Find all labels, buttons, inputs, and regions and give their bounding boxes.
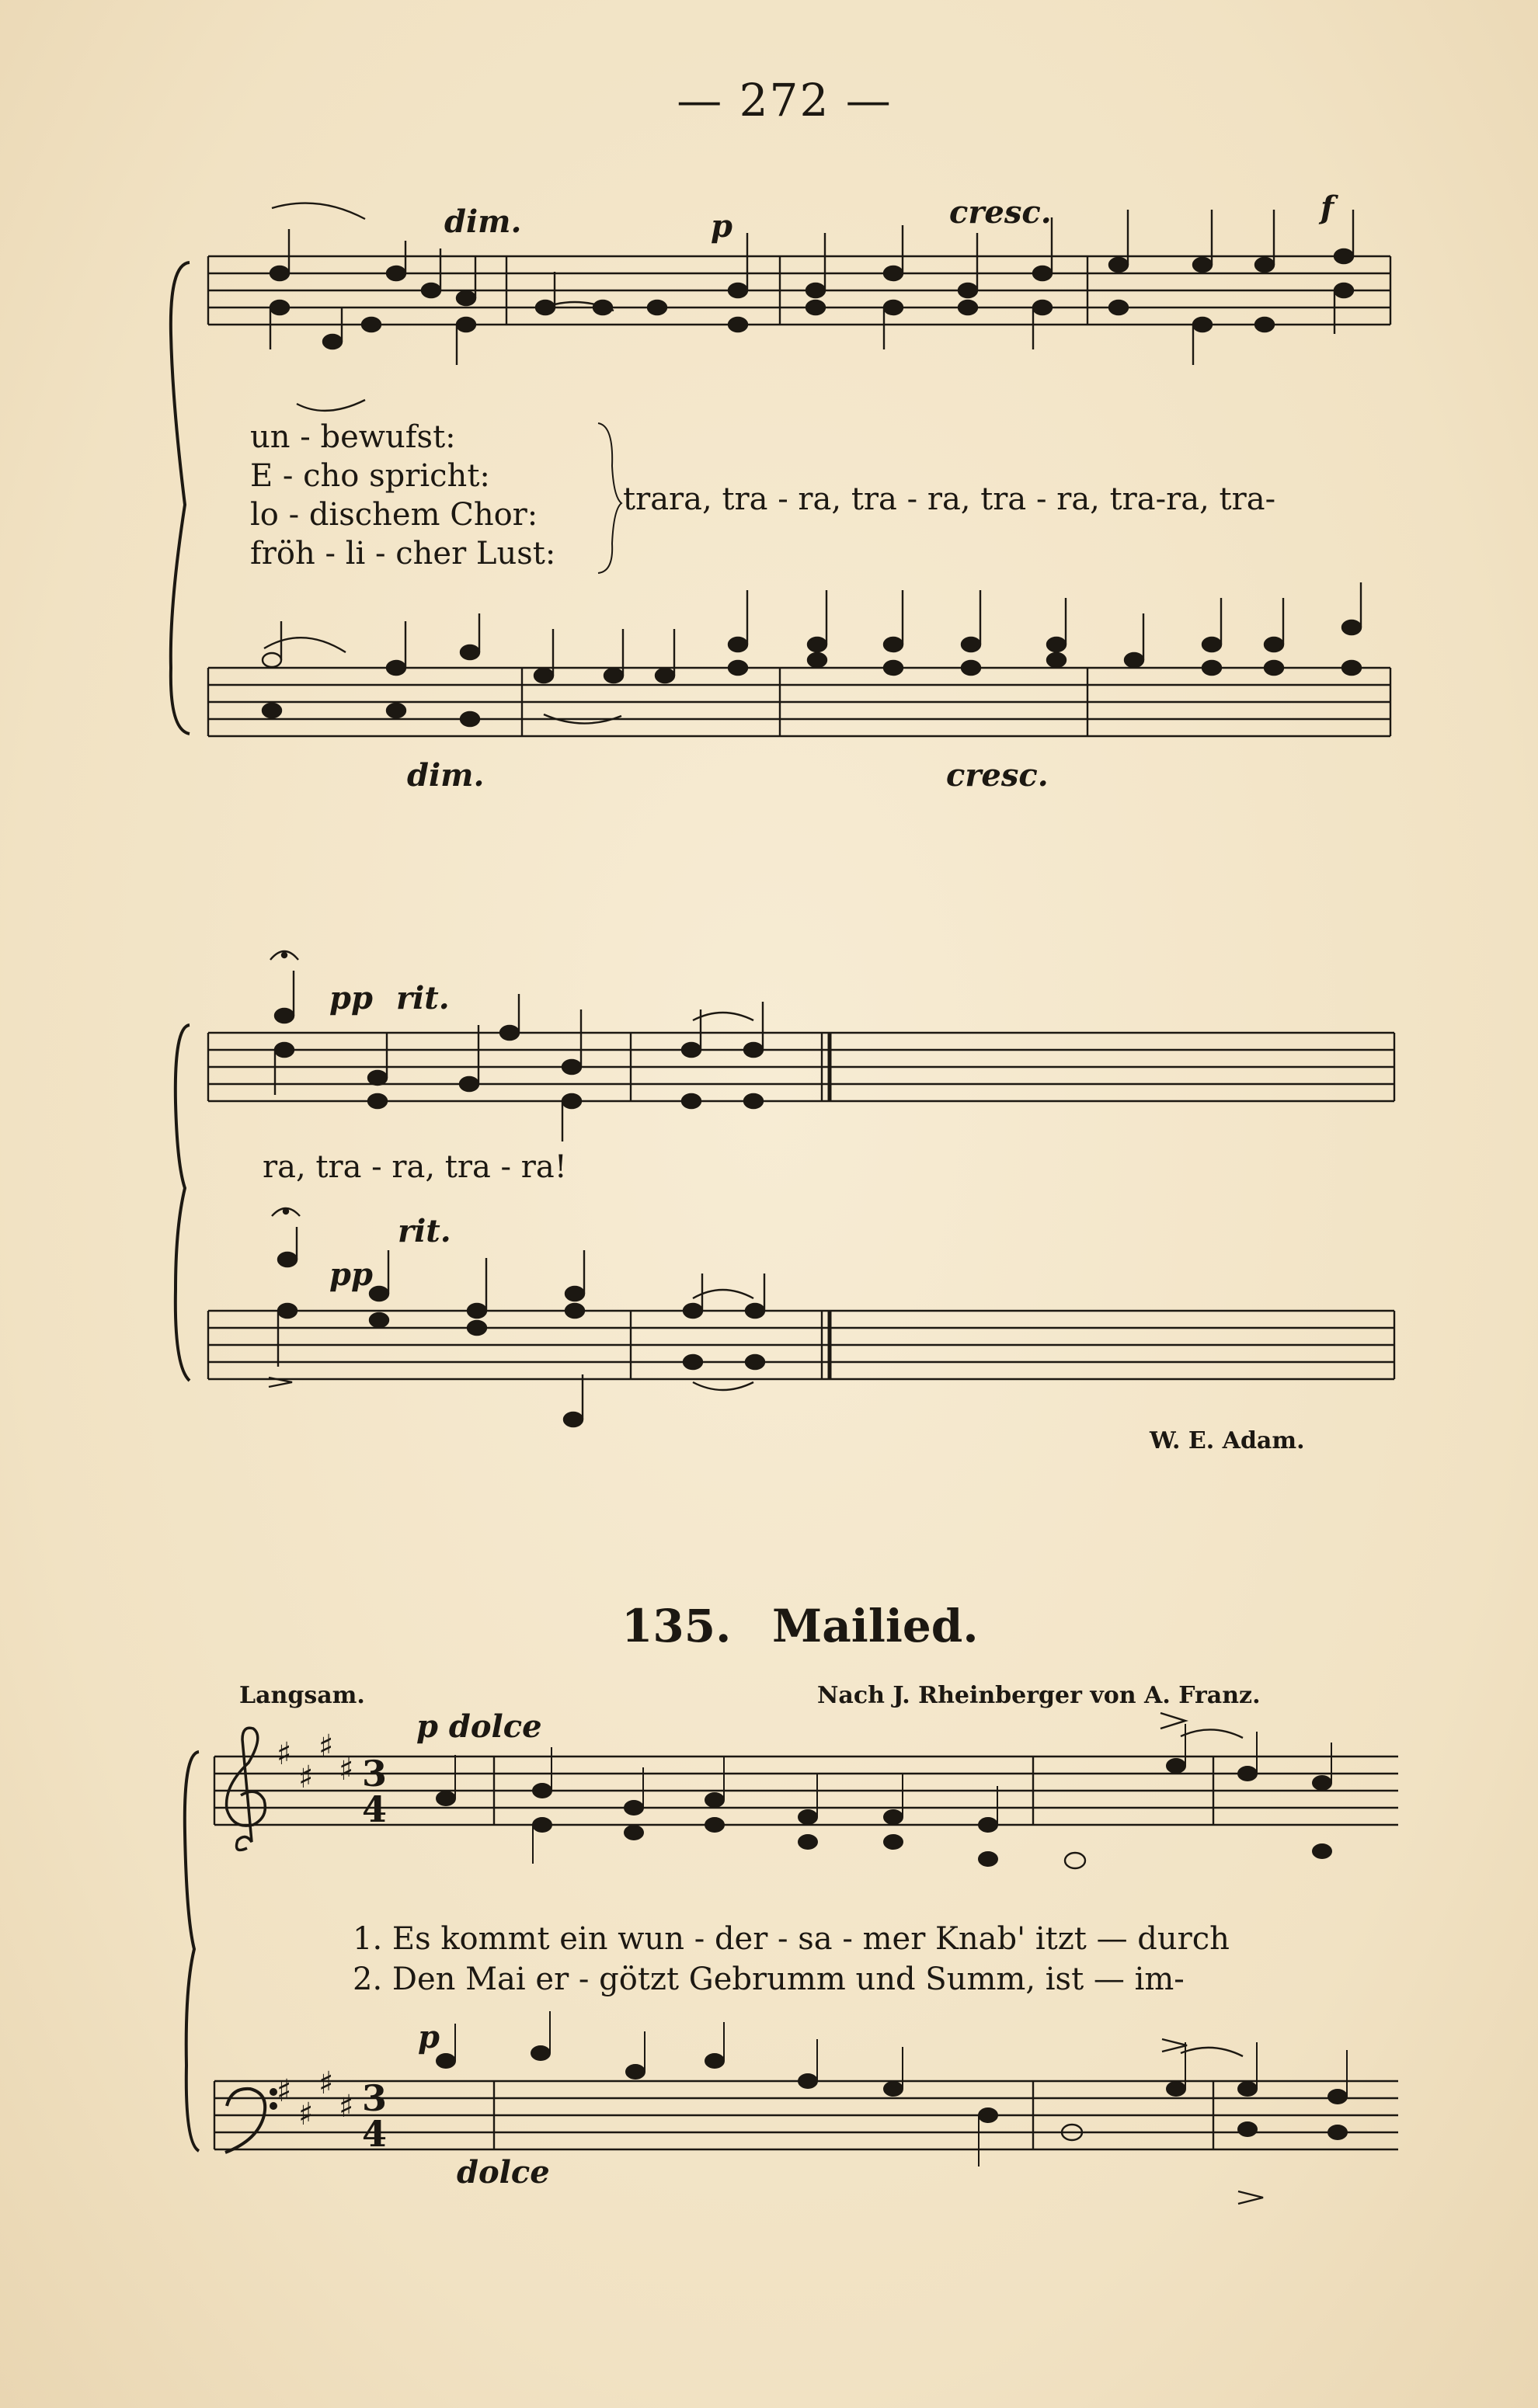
svg-text:3: 3 (362, 1753, 388, 1795)
dynamic-pp-bottom: pp (329, 1256, 373, 1293)
lyric-line-4: fröh - li - cher Lust: (250, 536, 556, 572)
svg-text:♯: ♯ (277, 2073, 292, 2109)
svg-text:♯: ♯ (298, 1760, 314, 1795)
lyric-line-3: lo - dischem Chor: (250, 497, 538, 533)
arrangement-credit: Nach J. Rheinberger von A. Franz. (817, 1682, 1261, 1709)
song-lower-staff (214, 2081, 1398, 2149)
lyric-ending: ra, tra - ra, tra - ra! (263, 1149, 567, 1185)
dynamic-dim-bottom: dim. (407, 757, 485, 794)
dynamic-cresc-top: cresc. (949, 194, 1052, 231)
song-title: Mailied. (772, 1600, 979, 1652)
system1-brace (171, 262, 190, 734)
verse-1-lyrics: 1. Es kommt ein wun - der - sa - mer Knab' itzt — durch (353, 1921, 1230, 1957)
dynamic-rit-bottom: rit. (398, 1213, 451, 1249)
dynamic-rit-top: rit. (396, 980, 450, 1016)
tempo-marking: Langsam. (239, 1682, 365, 1709)
dynamic-f-top: f (1321, 189, 1334, 226)
svg-text:♯: ♯ (339, 1752, 354, 1788)
dynamic-dim-top: dim. (444, 203, 522, 240)
verse-2-lyrics: 2. Den Mai er - götzt Gebrumm und Summ, ist — im- (353, 1961, 1185, 1997)
lyric-trara: trara, tra - ra, tra - ra, tra - ra, tra-ra, tra- (623, 481, 1276, 517)
svg-text:♯: ♯ (298, 2097, 314, 2132)
system1-upper-staff (208, 256, 1390, 325)
svg-text:♯: ♯ (318, 1729, 334, 1764)
treble-clef-icon (227, 1728, 266, 1850)
svg-text:♯: ♯ (277, 1736, 292, 1772)
dynamic-cresc-bottom: cresc. (946, 757, 1049, 794)
lyric-line-1: un - bewufst: (250, 419, 456, 455)
lyric-line-2: E - cho spricht: (250, 458, 490, 494)
dynamic-p-top: p (711, 208, 732, 245)
system1-lower-staff (208, 668, 1390, 736)
svg-text:4: 4 (362, 1788, 388, 1830)
page-number: — 272 — (677, 74, 893, 127)
svg-text:4: 4 (362, 2113, 388, 2155)
dynamic-dolce-bottom: dolce (457, 2154, 550, 2191)
dynamic-p-dolce-top: p dolce (416, 1708, 542, 1745)
svg-text:3: 3 (362, 2077, 388, 2119)
svg-text:♯: ♯ (339, 2089, 354, 2125)
dynamic-pp-top: pp (329, 980, 373, 1016)
dynamic-p-bottom: p (418, 2019, 440, 2055)
song-number: 135. (621, 1600, 732, 1652)
svg-text:♯: ♯ (318, 2066, 334, 2101)
composer-credit: W. E. Adam. (1150, 1427, 1305, 1454)
